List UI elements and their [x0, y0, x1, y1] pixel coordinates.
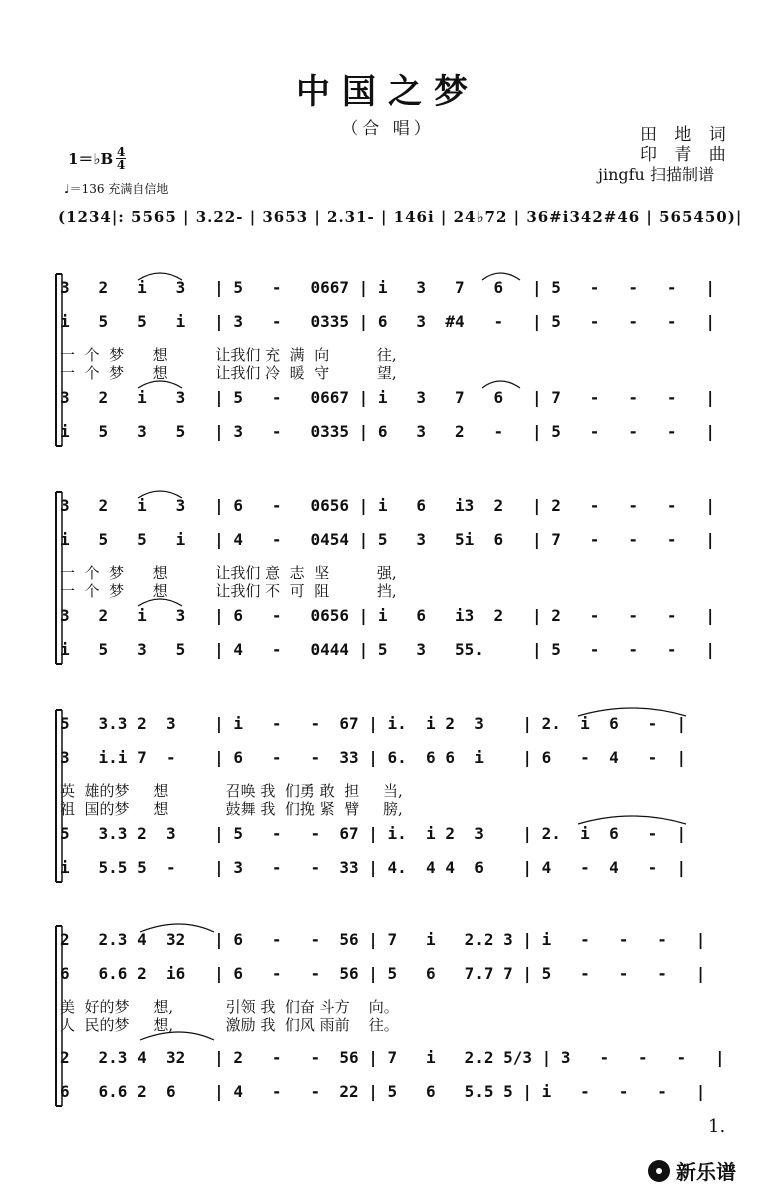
- lyric-line: 一 个 梦 想 让我们 意 志 坚 强,: [60, 564, 397, 582]
- intro-line: (1234|: 5565 | 3.22- | 3653 | 2.31- | 146i | 24♭72 | 36#i342#46 | 565450)|: [58, 208, 743, 226]
- scanner-credit: jingfu 扫描制谱: [598, 165, 714, 184]
- lyric-line: 美 好的梦 想, 引领 我 们奋 斗方 向。: [60, 998, 399, 1016]
- site-logo: [648, 1156, 736, 1185]
- meter-top: 4: [116, 145, 126, 159]
- key-signature: 1＝♭B: [68, 150, 114, 168]
- lyric-line: 一 个 梦 想 让我们 充 满 向 往,: [60, 346, 397, 364]
- vinyl-disc-icon: [648, 1160, 670, 1182]
- voice-row: i 5 5 i | 3 - 0335 | 6 3 #4 - | 5 - - - |: [60, 312, 716, 331]
- voice-row: 3 2 i 3 | 5 - 0667 | i 3 7 6 | 5 - - - |: [60, 278, 716, 297]
- voice-row: i 5 5 i | 4 - 0454 | 5 3 5i 6 | 7 - - - |: [60, 530, 716, 549]
- voice-row: 2 2.3 4 32 | 6 - - 56 | 7 i 2.2 3 | i - - - |: [60, 930, 706, 949]
- lyricist-credit: 田 地 词: [640, 125, 732, 145]
- page-number: 1.: [708, 1116, 726, 1137]
- subtitle: （合 唱）: [341, 119, 435, 139]
- lyric-line: 一 个 梦 想 让我们 不 可 阻 挡,: [60, 582, 397, 600]
- lyric-line: 一 个 梦 想 让我们 冷 暖 守 望,: [60, 364, 397, 382]
- voice-row: i 5 3 5 | 4 - 0444 | 5 3 55. | 5 - - - |: [60, 640, 716, 659]
- tempo-marking: ♩＝136 充满自信地: [64, 182, 169, 196]
- lyric-line: 祖 国的梦 想 鼓舞 我 们挽 紧 臂 膀,: [60, 800, 403, 818]
- voice-row: 2 2.3 4 32 | 2 - - 56 | 7 i 2.2 5/3 | 3 - - - |: [60, 1048, 725, 1067]
- page-title: 中国之梦: [296, 72, 480, 112]
- voice-row: 3 2 i 3 | 6 - 0656 | i 6 i3 2 | 2 - - - |: [60, 496, 716, 515]
- voice-row: 6 6.6 2 i6 | 6 - - 56 | 5 6 7.7 7 | 5 - - - |: [60, 964, 706, 983]
- voice-row: 5 3.3 2 3 | 5 - - 67 | i. i 2 3 | 2. i 6 - |: [60, 824, 687, 843]
- voice-row: 3 i.i 7 - | 6 - - 33 | 6. 6 6 i | 6 - 4 - |: [60, 748, 687, 767]
- lyric-line: 人 民的梦 想, 激励 我 们风 雨前 往。: [60, 1016, 399, 1034]
- voice-row: 3 2 i 3 | 6 - 0656 | i 6 i3 2 | 2 - - - |: [60, 606, 716, 625]
- composer-credit: 印 青 曲: [640, 145, 732, 165]
- voice-row: i 5.5 5 - | 3 - - 33 | 4. 4 4 6 | 4 - 4 - |: [60, 858, 687, 877]
- meter-bottom: 4: [116, 158, 126, 172]
- voice-row: 5 3.3 2 3 | i - - 67 | i. i 2 3 | 2. i 6 - |: [60, 714, 687, 733]
- voice-row: i 5 3 5 | 3 - 0335 | 6 3 2 - | 5 - - - |: [60, 422, 716, 441]
- voice-row: 3 2 i 3 | 5 - 0667 | i 3 7 6 | 7 - - - |: [60, 388, 716, 407]
- logo-text: 新乐谱: [676, 1160, 736, 1184]
- lyric-line: 英 雄的梦 想 召唤 我 们勇 敢 担 当,: [60, 782, 403, 800]
- voice-row: 6 6.6 2 6 | 4 - - 22 | 5 6 5.5 5 | i - - - |: [60, 1082, 706, 1101]
